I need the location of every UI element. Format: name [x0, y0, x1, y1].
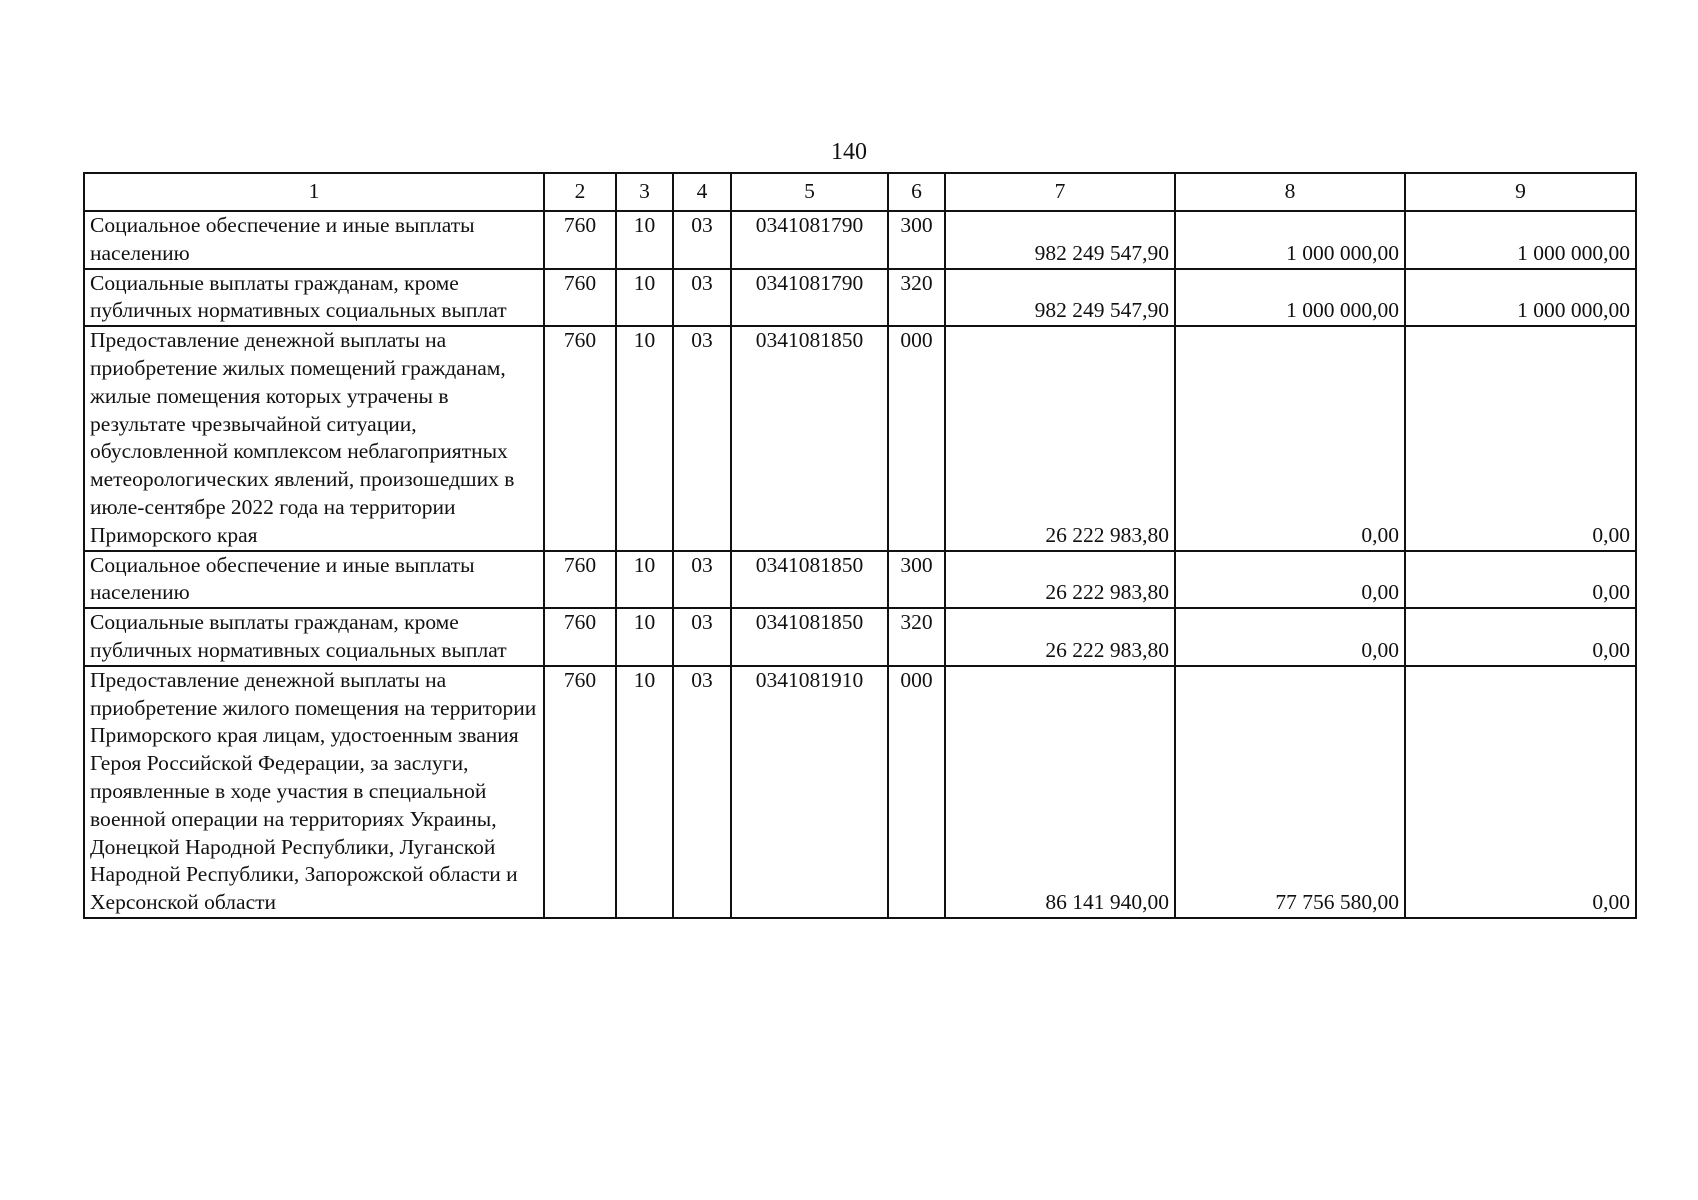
table-row [84, 608, 1636, 666]
ministry-code-cell: 760 [544, 211, 616, 269]
subsection-code-cell: 03 [673, 551, 731, 609]
amount-col9-cell: 0,00 [1405, 551, 1636, 609]
subsection-code-cell: 03 [673, 608, 731, 666]
expense-name-cell: Предоставление денежной выплаты на приобретение жилых помещений гражданам, жилые помещения которых утрачены в результате чрезвычайной ситуации, обусловленной комплексом неблагоприятных метеорологических явлений, произошедших в июле-сентябре 2022 года на территории Приморского края [84, 326, 544, 550]
expense-name-cell: Социальное обеспечение и иные выплаты населению [84, 211, 544, 269]
subsection-code-cell: 03 [673, 269, 731, 327]
ministry-code-cell: 760 [544, 666, 616, 918]
column-header: 8 [1175, 173, 1405, 211]
amount-col7-cell: 86 141 940,00 [945, 666, 1175, 918]
ministry-code-cell: 760 [544, 326, 616, 550]
header-row [84, 173, 1636, 211]
column-header: 3 [616, 173, 673, 211]
amount-col9-cell: 0,00 [1405, 666, 1636, 918]
expense-name-cell: Социальные выплаты гражданам, кроме публичных нормативных социальных выплат [84, 608, 544, 666]
amount-col9-cell: 0,00 [1405, 326, 1636, 550]
column-header: 1 [84, 173, 544, 211]
amount-col9-cell: 1 000 000,00 [1405, 211, 1636, 269]
expense-type-cell: 320 [888, 608, 945, 666]
column-header: 2 [544, 173, 616, 211]
ministry-code-cell: 760 [544, 551, 616, 609]
expense-type-cell: 000 [888, 666, 945, 918]
budget-table [83, 172, 1637, 919]
column-header: 4 [673, 173, 731, 211]
subsection-code-cell: 03 [673, 326, 731, 550]
amount-col8-cell: 77 756 580,00 [1175, 666, 1405, 918]
amount-col7-cell: 26 222 983,80 [945, 551, 1175, 609]
column-header: 6 [888, 173, 945, 211]
column-header: 5 [731, 173, 888, 211]
section-code-cell: 10 [616, 269, 673, 327]
amount-col7-cell: 26 222 983,80 [945, 608, 1175, 666]
amount-col8-cell: 0,00 [1175, 326, 1405, 550]
target-article-cell: 0341081790 [731, 211, 888, 269]
target-article-cell: 0341081790 [731, 269, 888, 327]
column-header: 9 [1405, 173, 1636, 211]
subsection-code-cell: 03 [673, 211, 731, 269]
column-header: 7 [945, 173, 1175, 211]
amount-col7-cell: 982 249 547,90 [945, 211, 1175, 269]
table-row [84, 551, 1636, 609]
expense-name-cell: Предоставление денежной выплаты на приобретение жилого помещения на территории Приморского края лицам, удостоенным звания Героя Российской Федерации, за заслуги, проявленные в ходе участия в специальной военной операции на территориях Украины, Донецкой Народной Республики, Луганской Народной Республики, Запорожской области и Херсонской области [84, 666, 544, 918]
page-number: 140 [831, 139, 867, 165]
ministry-code-cell: 760 [544, 269, 616, 327]
section-code-cell: 10 [616, 211, 673, 269]
amount-col7-cell: 26 222 983,80 [945, 326, 1175, 550]
section-code-cell: 10 [616, 608, 673, 666]
section-code-cell: 10 [616, 326, 673, 550]
table-row [84, 326, 1636, 550]
expense-type-cell: 000 [888, 326, 945, 550]
target-article-cell: 0341081850 [731, 551, 888, 609]
expense-name-cell: Социальное обеспечение и иные выплаты населению [84, 551, 544, 609]
amount-col7-cell: 982 249 547,90 [945, 269, 1175, 327]
expense-type-cell: 300 [888, 551, 945, 609]
amount-col8-cell: 1 000 000,00 [1175, 211, 1405, 269]
table-row [84, 666, 1636, 918]
amount-col9-cell: 1 000 000,00 [1405, 269, 1636, 327]
expense-type-cell: 320 [888, 269, 945, 327]
section-code-cell: 10 [616, 666, 673, 918]
target-article-cell: 0341081850 [731, 608, 888, 666]
amount-col9-cell: 0,00 [1405, 608, 1636, 666]
subsection-code-cell: 03 [673, 666, 731, 918]
target-article-cell: 0341081850 [731, 326, 888, 550]
amount-col8-cell: 0,00 [1175, 608, 1405, 666]
amount-col8-cell: 0,00 [1175, 551, 1405, 609]
target-article-cell: 0341081910 [731, 666, 888, 918]
amount-col8-cell: 1 000 000,00 [1175, 269, 1405, 327]
expense-type-cell: 300 [888, 211, 945, 269]
ministry-code-cell: 760 [544, 608, 616, 666]
section-code-cell: 10 [616, 551, 673, 609]
expense-name-cell: Социальные выплаты гражданам, кроме публичных нормативных социальных выплат [84, 269, 544, 327]
table-row [84, 269, 1636, 327]
table-row [84, 211, 1636, 269]
